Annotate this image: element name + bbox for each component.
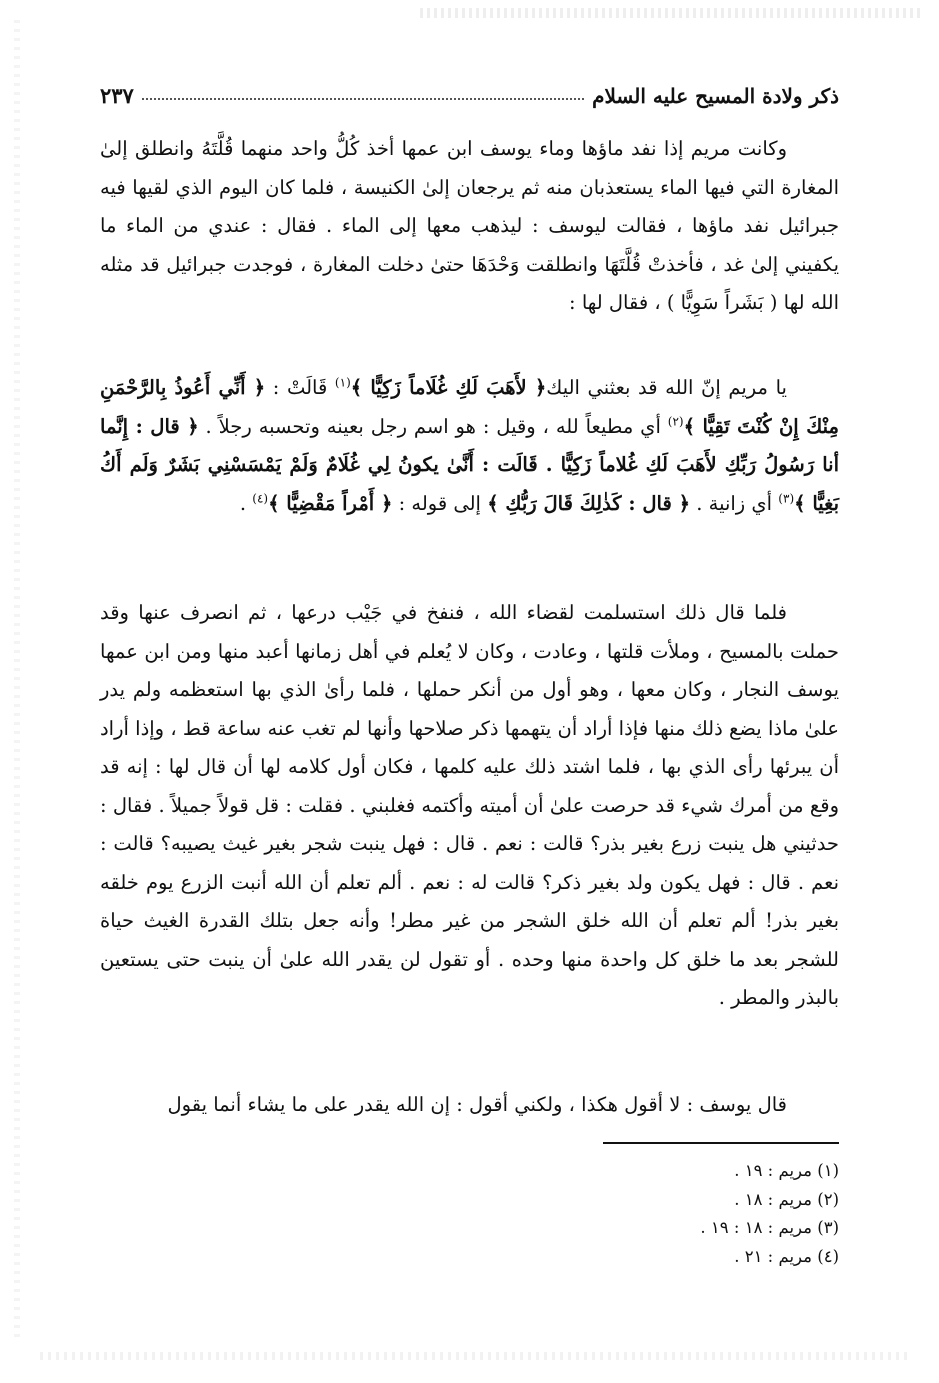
footnotes: [439, 1157, 839, 1271]
quran-verse: ﴿ لأَهَبَ لَكِ غُلَاماً زَكِيًّا ﴾: [350, 376, 547, 399]
footnote-ref-1: (١): [334, 375, 351, 390]
paragraph-2-text: أي زانية .: [690, 491, 779, 515]
header-dotted-leader: [142, 98, 584, 100]
page-number: ٢٣٧: [100, 83, 134, 108]
footnote-3: (٣) مريم : ١٨ : ١٩ .: [700, 1218, 839, 1237]
scan-noise-top: [420, 8, 920, 18]
footnote-divider: [603, 1142, 839, 1144]
quran-verse: ﴿ قال : كَذٰلِكَ قَالَ رَبُّكِ ﴾: [487, 491, 691, 515]
quran-verse: ﴿ أَنِّي أَعُوذُ بِالرَّحْمَنِ مِنْكَ إِنْ كُنْتَ تَقِيًّا ﴾: [100, 376, 839, 438]
paragraph-1: وكانت مريم إذا نفد ماؤها وماء يوسف ابن عمها أخذ كُلُّ واحد منهما قُلَّتَهُ وانطلق إلىٰ المغارة التي فيها الماء يستعذبان منه ثم يرجعان إلىٰ الكنيسة ، فلما كان اليوم الذي لقيها فيه جبرائيل نفد ماؤها ، فقالت ليوسف : ليذهب معها إلى الماء . فقال : عندي من الماء ما يكفيني إلىٰ غد ، فأخذتْ قُلَّتَهَا وانطلقت وَحْدَهَا حتىٰ دخلت المغارة ، فوجدت جبرائيل قد مثله الله لها ( بَشَراً سَوِيًّا ) ، فقال لها :: [100, 137, 839, 314]
body-text: [100, 130, 839, 1126]
paragraph-2-text: قَالَتْ :: [265, 376, 335, 399]
paragraph-2-text: أي مطيعاً لله ، وقيل : هو اسم رجل بعينه وتحسبه رجلاً .: [198, 414, 668, 438]
paragraph-2: [100, 369, 839, 569]
quran-verse: ﴿ أَمْراً مَقْضِيًّا ﴾: [268, 491, 393, 515]
paragraph-4: قال يوسف : لا أقول هكذا ، ولكني أقول : إن الله يقدر على ما يشاء أنما يقول: [167, 1093, 787, 1116]
footnote-ref-4: (٤): [252, 491, 269, 505]
scan-noise-left: [14, 20, 20, 1340]
footnote-ref-2: (٢): [667, 414, 684, 428]
quran-verse: ﴿ قال : إِنَّما أنا رَسُولُ رَبِّكِ لأَهَبَ لَكِ غُلاماً زَكِيًّا . قَالَت : أَنَّىٰ يكونُ لِي غُلَامٌ وَلَمْ يَمْسَسْنِي بَشَرٌ وَلَم أَكُ بَغِيًّا ﴾: [100, 414, 839, 515]
footnote-4: (٤) مريم : ٢١ .: [734, 1246, 839, 1266]
running-title: ذكر ولادة المسيح عليه السلام: [592, 84, 839, 108]
paragraph-2-text: إلى قوله :: [392, 491, 488, 515]
paragraph-3: فلما قال ذلك استسلمت لقضاء الله ، فنفخ في جَيْب درعها ، ثم انصرف عنها وقد حملت بالمسيح ، وملأت قلتها ، وعادت ، وكان لا يُعلم في أهل زمانها أعبد منها ومن ابن عمها يوسف النجار ، وكان معها ، وهو أول من أنكر حملها ، فلما رأىٰ الذي بها استعظمه ولم يدر علىٰ ماذا يضع ذلك منها فإذا أراد أن يتهمها ذكر صلاحها وأنها لم تغب عنه ساعة قط ، وإذا أراد أن يبرئها رأى الذي بها ، فلما اشتد ذلك عليه كلمها ، فكان أول كلامه لها أن قال لها : إنه قد وقع من أمرك شيء قد حرصت علىٰ أن أميته وأكتمه فغلبني . فقلت : قل قولاً جميلاً . فقال : حدثيني هل ينبت زرع بغير بذر؟ قالت : نعم . قال : فهل ينبت شجر بغير غيث يصيبه؟ قالت : نعم . قال : فهل يكون ولد بغير ذكر؟ قالت له : نعم . ألم تعلم أن الله أنبت الزرع يوم خلقه بغير بذر! ألم تعلم أن الله خلق الشجر من غير مطر! وأنه جعل بتلك القدرة الغيث حياة للشجر بعد ما خلق كل واحدة منها وحده . أو تقول لن يقدر الله علىٰ أن ينبت حتى يستعين بالبذر والمطر .: [100, 601, 839, 1009]
footnote-1: (١) مريم : ١٩ .: [734, 1161, 839, 1180]
footnote-2: (٢) مريم : ١٨ .: [734, 1189, 839, 1209]
paragraph-2-text: .: [239, 491, 253, 515]
page-header: [100, 76, 839, 108]
scan-noise-bottom: [40, 1352, 910, 1360]
paragraph-2-text: يا مريم إنّ الله قد بعثني اليك: [546, 376, 787, 399]
footnote-ref-3: (٣): [778, 491, 795, 505]
